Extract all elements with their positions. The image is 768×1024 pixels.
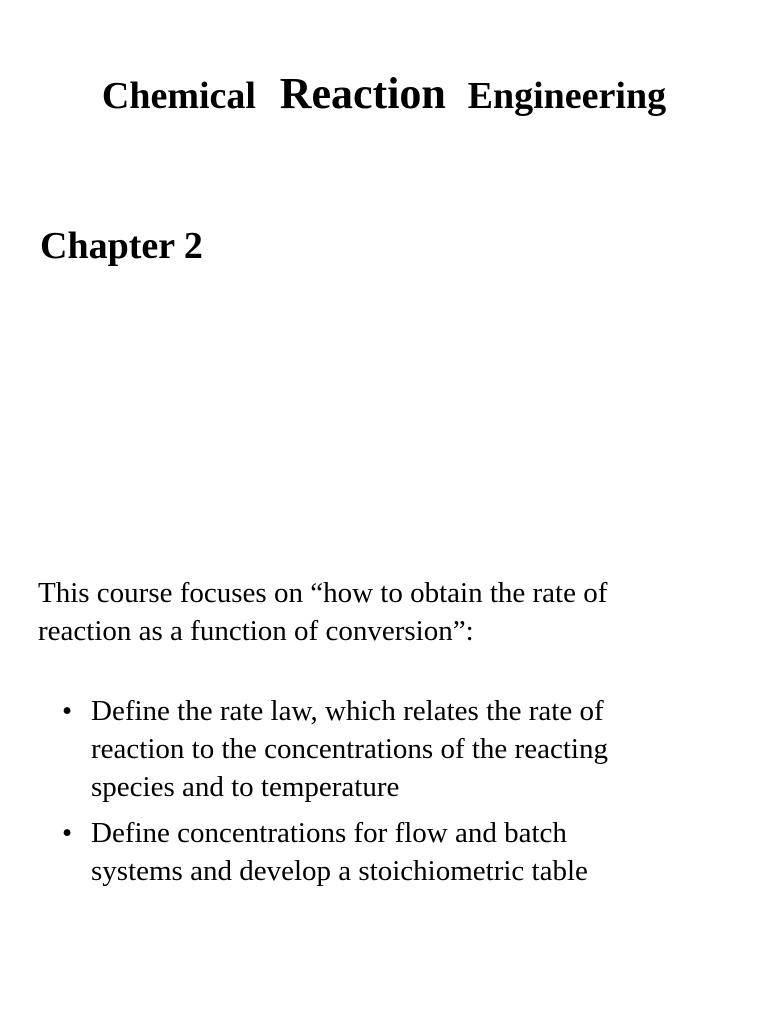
bullet-line: species and to temperature [91, 771, 400, 803]
bullet-line: Define concentrations for flow and batch [91, 817, 567, 849]
bullet-line: reaction to the concentrations of the reacting [91, 733, 608, 765]
title-word-chemical: Chemical [101, 75, 256, 117]
bullet-icon: • [62, 817, 73, 849]
bullet-item-rate-law [62, 692, 702, 806]
intro-paragraph [38, 574, 738, 650]
bullet-icon: • [62, 695, 73, 727]
title-word-engineering: Engineering [467, 75, 667, 117]
bullet-line: systems and develop a stoichiometric table [91, 855, 588, 887]
chapter-heading: Chapter 2 [40, 225, 203, 267]
bullet-line: Define the rate law, which relates the rate of [91, 695, 604, 727]
intro-line: This course focuses on “how to obtain the rate of [38, 577, 608, 609]
bullet-item-concentrations [62, 814, 702, 890]
intro-line: reaction as a function of conversion”: [38, 615, 474, 647]
bullet-list [62, 692, 702, 898]
page-title [0, 68, 768, 122]
title-word-reaction: Reaction [279, 69, 446, 118]
